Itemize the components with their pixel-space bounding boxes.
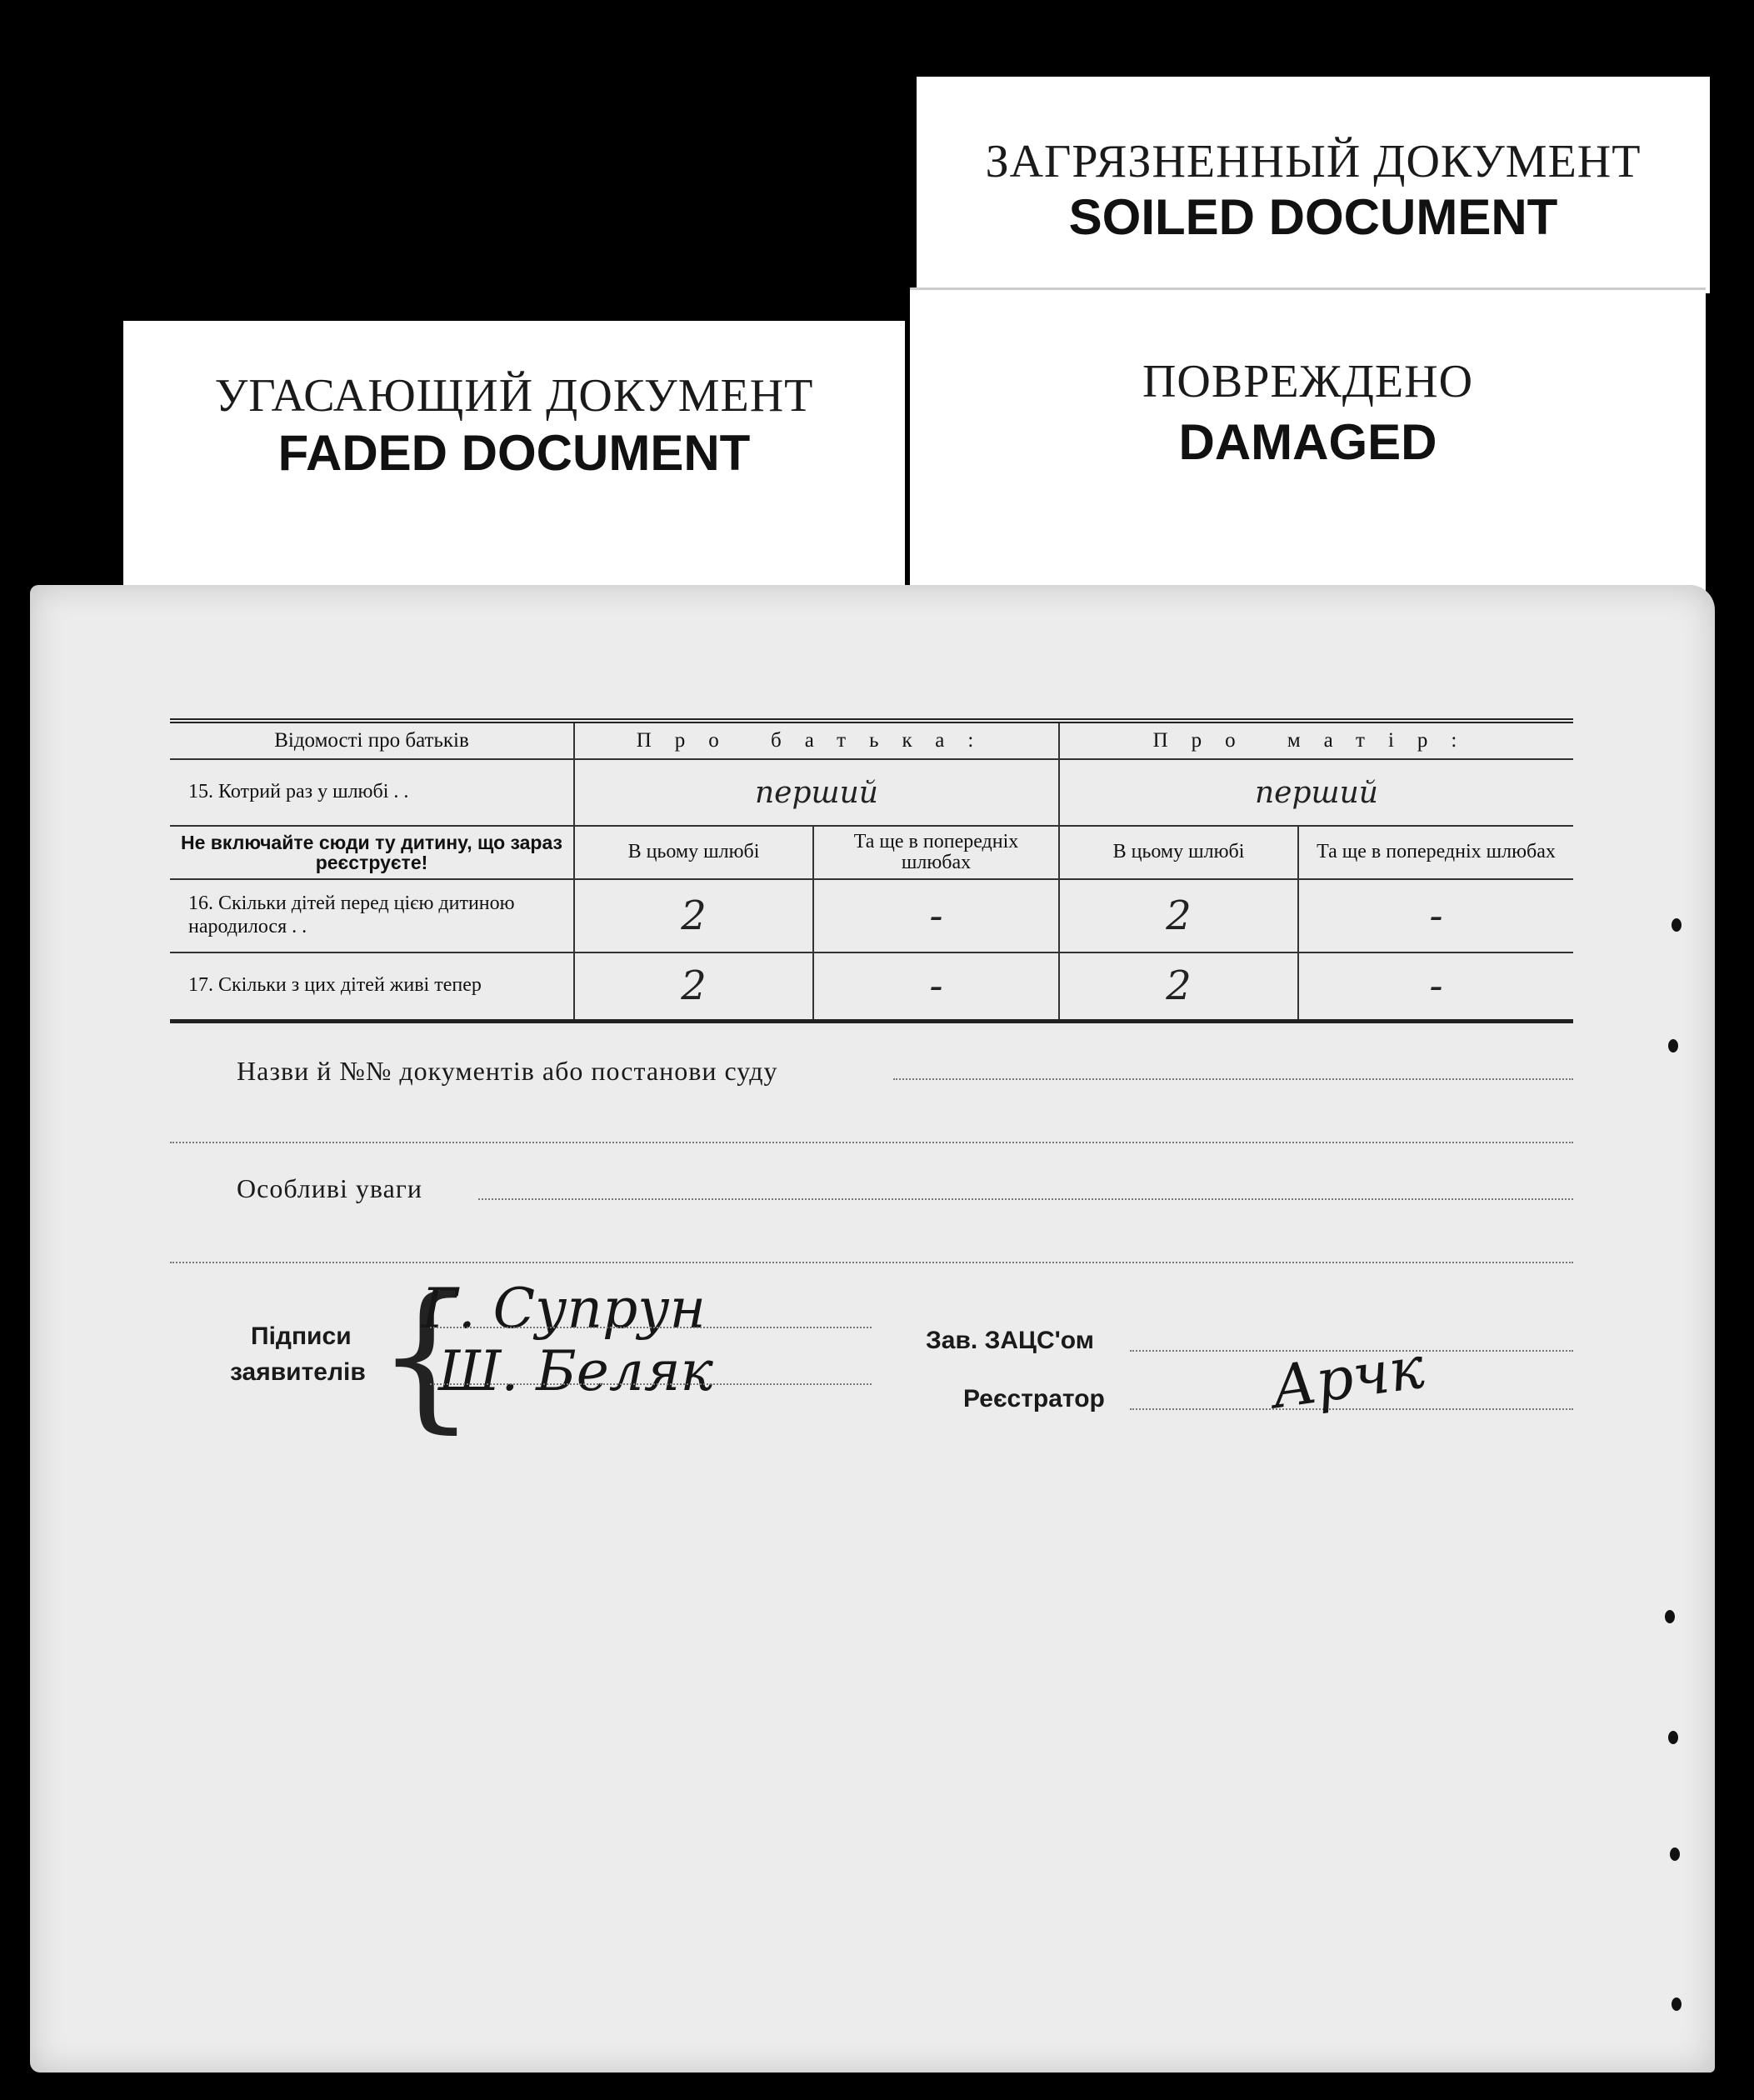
header-mother: Про матір: bbox=[1059, 721, 1573, 759]
notes-label: Особливі уваги bbox=[237, 1173, 423, 1203]
applicant-signature-2: Ш. Беляк bbox=[438, 1339, 713, 1403]
notes-line bbox=[478, 1198, 1573, 1200]
row16-mother-this: 2 bbox=[1166, 892, 1192, 939]
row15-label: 15. Котрий раз у шлюбі . . bbox=[170, 759, 574, 826]
row16-mother-prev: - bbox=[1429, 892, 1443, 939]
table-header-row bbox=[170, 721, 1573, 759]
parents-info-table bbox=[170, 718, 1573, 1023]
applicants-label-2: заявителів bbox=[230, 1358, 366, 1386]
row16-label: 16. Скільки дітей перед цією дитиною народилося . . bbox=[170, 879, 574, 952]
row17-father-prev: - bbox=[929, 962, 943, 1010]
damaged-document-label bbox=[910, 288, 1706, 596]
father-this-marriage-header: В цьому шлюбі bbox=[574, 826, 813, 879]
header-father: Про батька: bbox=[574, 721, 1059, 759]
subheader-row bbox=[170, 826, 1573, 879]
header-parents-info: Відомості про батьків bbox=[170, 721, 574, 759]
hole-mark bbox=[1665, 1610, 1675, 1623]
damaged-label-en: DAMAGED bbox=[1178, 414, 1437, 470]
exclude-child-note: Не включайте сюди ту дитину, що зараз реєструєте! bbox=[170, 826, 574, 879]
row15-mother-value: перший bbox=[1254, 775, 1378, 810]
documents-line-2 bbox=[170, 1142, 1573, 1143]
mother-previous-marriages-header: Та ще в попередніх шлюбах bbox=[1298, 826, 1573, 879]
registrar-label: Реєстратор bbox=[963, 1385, 1105, 1412]
form-sheet bbox=[30, 585, 1715, 2072]
row-children-alive bbox=[170, 952, 1573, 1021]
faded-document-label bbox=[123, 321, 905, 596]
signature-line-2 bbox=[430, 1383, 872, 1385]
hole-mark bbox=[1668, 1039, 1678, 1052]
mother-this-marriage-header: В цьому шлюбі bbox=[1059, 826, 1298, 879]
signature-line-1 bbox=[430, 1327, 872, 1328]
hole-mark bbox=[1672, 918, 1682, 932]
row-children-born bbox=[170, 879, 1573, 952]
applicant-signature-1: Г. Супрун bbox=[422, 1277, 706, 1341]
brace-symbol: { bbox=[376, 1263, 477, 1448]
row15-father-value: перший bbox=[754, 775, 878, 810]
row16-father-this: 2 bbox=[681, 892, 707, 939]
soiled-document-label bbox=[917, 77, 1710, 293]
soiled-label-ru: ЗАГРЯЗНЕННЫЙ ДОКУМЕНТ bbox=[985, 136, 1642, 188]
hole-mark bbox=[1668, 1731, 1678, 1744]
row-marriage-count bbox=[170, 759, 1573, 826]
row17-mother-prev: - bbox=[1429, 962, 1443, 1010]
hole-mark bbox=[1672, 1998, 1682, 2011]
row17-father-this: 2 bbox=[681, 962, 707, 1010]
damaged-label-ru: ПОВРЕЖДЕНО bbox=[1142, 356, 1474, 408]
faded-label-en: FADED DOCUMENT bbox=[277, 425, 751, 481]
hole-mark bbox=[1670, 1848, 1680, 1861]
row17-mother-this: 2 bbox=[1166, 962, 1192, 1010]
registrar-signature: Арчк bbox=[1267, 1332, 1428, 1422]
documents-line bbox=[893, 1078, 1573, 1080]
faded-label-ru: УГАСАЮЩИЙ ДОКУМЕНТ bbox=[214, 370, 814, 422]
row17-label: 17. Скільки з цих дітей живі тепер bbox=[170, 952, 574, 1021]
head-label: Зав. ЗАЦС'ом bbox=[926, 1327, 1094, 1354]
documents-label: Назви й №№ документів або постанови суду bbox=[237, 1056, 778, 1086]
father-previous-marriages-header: Та ще в попередніх шлюбах bbox=[813, 826, 1059, 879]
soiled-label-en: SOILED DOCUMENT bbox=[1068, 189, 1558, 245]
applicants-label-1: Підписи bbox=[251, 1322, 352, 1350]
row16-father-prev: - bbox=[929, 892, 943, 939]
